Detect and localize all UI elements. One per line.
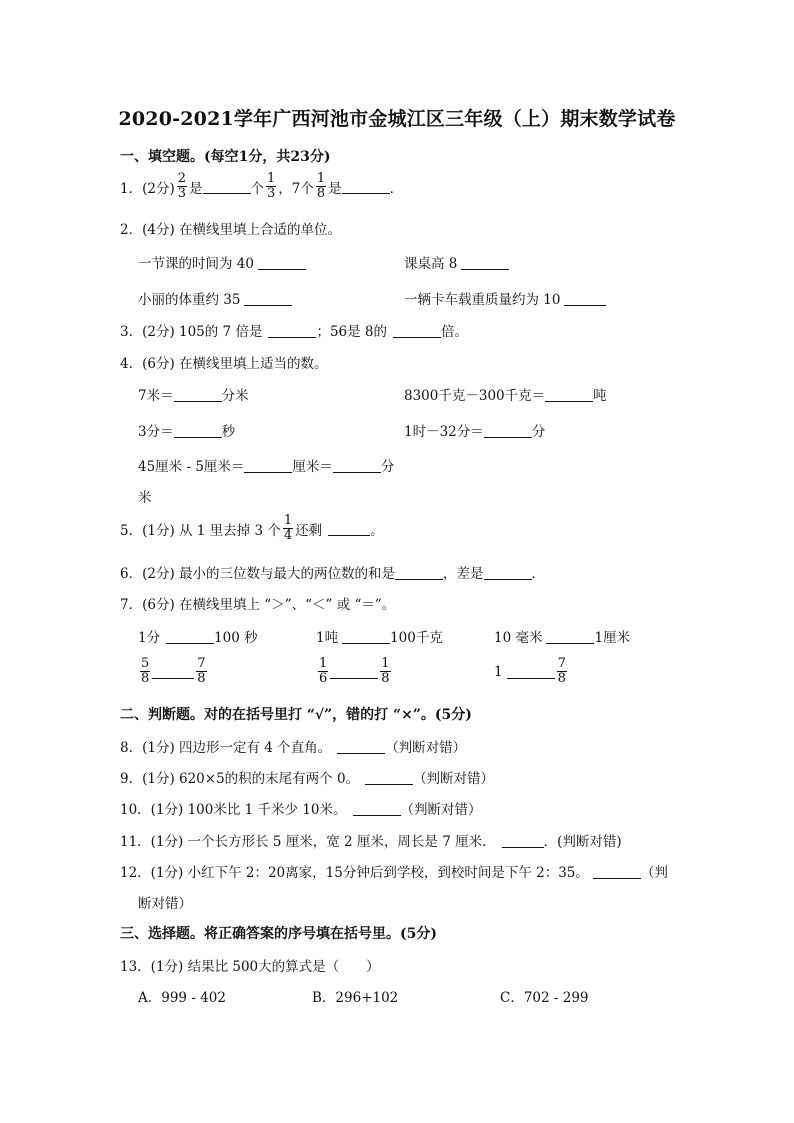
q4-item-e-wrap: 米 — [138, 490, 152, 506]
q4-text: 45厘米 - 5厘米＝ — [138, 459, 245, 475]
q1-text: 是 — [328, 180, 342, 197]
q1-prefix: 1．(2分) — [120, 180, 175, 197]
q4-text: 3分＝ — [138, 424, 174, 440]
q11-text: 11．(1分) 一个长方形长 5 厘米，宽 2 厘米，周长是 7 厘米． — [120, 834, 496, 850]
q6-text: ． — [531, 566, 546, 582]
answer-blank[interactable] — [564, 291, 606, 306]
q2-item-text: 一节课的时间为 40 — [138, 256, 254, 272]
q4-text: 吨 — [593, 388, 607, 404]
q6-text: ，差是 — [443, 566, 484, 582]
question-8 — [120, 736, 466, 756]
q7-text: 1分 — [138, 630, 161, 646]
q7-text: 100 秒 — [214, 630, 258, 646]
answer-blank[interactable] — [152, 664, 194, 679]
q2-item-text: 小丽的体重约 35 — [138, 292, 241, 308]
q12-text: （判 — [640, 865, 668, 881]
q9-text: 9．(1分) 620×5的积的末尾有两个 0。 — [120, 771, 360, 787]
question-3 — [120, 320, 468, 340]
option-b[interactable]: B．296+102 — [312, 990, 399, 1006]
q4-text: 8300千克－300千克＝ — [404, 388, 546, 404]
answer-blank[interactable] — [174, 423, 222, 438]
question-10 — [120, 798, 482, 818]
answer-blank[interactable] — [203, 179, 251, 194]
question-7: 7．(6分) 在横线里填上 “＞”、“＜” 或 “＝”。 — [120, 597, 396, 613]
fraction: $\frac{1}{8}$ — [316, 171, 326, 201]
q4-item-d — [404, 420, 545, 440]
answer-blank[interactable] — [593, 864, 641, 879]
q4-text: 1时－32分＝ — [404, 424, 484, 440]
answer-blank[interactable] — [546, 629, 594, 644]
q4-text: 分 — [380, 459, 395, 475]
q3-text: 3．(2分) 105的 7 倍是 — [120, 324, 263, 340]
q2-item-text: 课桌高 8 — [404, 256, 458, 272]
q8-text: （判断对错） — [385, 740, 467, 756]
section-heading-fill-in: 一、填空题。(每空1分，共23分) — [120, 149, 331, 165]
question-12 — [120, 861, 668, 881]
q4-text: 秒 — [221, 424, 236, 440]
fraction: $\frac{2}{3}$ — [177, 171, 186, 201]
answer-blank[interactable] — [365, 770, 413, 785]
question-2: 2．(4分) 在横线里填上合适的单位。 — [120, 222, 342, 238]
q11-text: ．(判断对错) — [543, 834, 622, 850]
q7-item-a — [138, 626, 258, 646]
question-6 — [120, 562, 545, 582]
q7-item-c — [494, 626, 630, 646]
question-1 — [120, 172, 403, 201]
question-13: 13．(1分) 结果比 500大的算式是（ ） — [120, 959, 380, 975]
q9-text: （判断对错） — [413, 771, 495, 787]
question-12-wrap: 断对错） — [138, 896, 192, 912]
answer-blank[interactable] — [545, 387, 593, 402]
q7-text: 100千克 — [390, 630, 443, 646]
q7-text: 1吨 — [316, 630, 339, 646]
question-5 — [120, 514, 384, 543]
q10-text: （判断对错） — [400, 802, 482, 818]
q5-text: 5．(1分) 从 1 里去掉 3 个 — [120, 522, 281, 539]
q4-text: 分米 — [221, 388, 249, 404]
answer-blank[interactable] — [268, 323, 316, 338]
q5-text: 。 — [370, 522, 384, 539]
q12-text: 12．(1分) 小红下午 2：20离家，15分钟后到学校，到校时间是下午 2：35。 — [120, 865, 589, 881]
q8-text: 8．(1分) 四边形一定有 4 个直角。 — [120, 740, 332, 756]
answer-blank[interactable] — [342, 179, 390, 194]
answer-blank[interactable] — [484, 565, 532, 580]
q4-item-a — [138, 384, 249, 404]
q7-item-f — [494, 657, 569, 686]
q7-item-e — [316, 657, 393, 686]
question-9 — [120, 767, 494, 787]
fraction: $\frac{5}{8}$ — [141, 656, 150, 686]
q7-item-d — [138, 657, 209, 686]
fraction: $\frac{1}{8}$ — [381, 656, 390, 686]
q2-item-text: 一辆卡车载重质量约为 10 — [404, 292, 561, 308]
q6-text: 6．(2分) 最小的三位数与最大的两位数的和是 — [120, 566, 396, 582]
q1-text: 个 — [250, 180, 264, 197]
fraction: $\frac{1}{4}$ — [283, 513, 293, 543]
answer-blank[interactable] — [502, 833, 544, 848]
answer-blank[interactable] — [342, 629, 390, 644]
fraction: $\frac{7}{8}$ — [557, 656, 566, 686]
answer-blank[interactable] — [461, 255, 509, 270]
q2-item-a — [138, 252, 306, 272]
q1-text: 是 — [189, 180, 203, 197]
option-a[interactable]: A．999 - 402 — [138, 990, 226, 1006]
q2-item-b — [404, 252, 509, 272]
q3-text: ；56是 8的 — [316, 324, 388, 340]
section-heading-judge: 二、判断题。对的在括号里打 “√”，错的打 “×”。(5分) — [120, 707, 472, 723]
q5-text: 还剩 — [295, 522, 323, 539]
q3-text: 倍。 — [441, 324, 469, 340]
answer-blank[interactable] — [333, 458, 381, 473]
page-title: 2020-2021学年广西河池市金城江区三年级（上）期末数学试卷 — [118, 108, 676, 130]
q1-text: ． — [389, 180, 404, 197]
answer-blank[interactable] — [166, 629, 214, 644]
answer-blank[interactable] — [395, 565, 443, 580]
q4-text: 分 — [531, 424, 546, 440]
q4-text: 7米＝ — [138, 388, 174, 404]
fraction: $\frac{1}{3}$ — [267, 171, 276, 201]
q4-item-b — [404, 384, 607, 404]
section-heading-choice: 三、选择题。将正确答案的序号填在括号里。(5分) — [120, 926, 437, 942]
q4-text: 厘米＝ — [292, 459, 333, 475]
answer-blank[interactable] — [353, 801, 401, 816]
fraction: $\frac{1}{6}$ — [319, 656, 328, 686]
q7-text: 1 — [494, 663, 503, 680]
q10-text: 10．(1分) 100米比 1 千米少 10米。 — [120, 802, 347, 818]
fraction: $\frac{7}{8}$ — [197, 656, 206, 686]
q7-text: 10 毫米 — [494, 630, 543, 646]
q2-item-c — [138, 288, 292, 308]
answer-blank[interactable] — [484, 423, 532, 438]
question-11 — [120, 830, 622, 850]
q2-item-d — [404, 288, 606, 308]
answer-blank[interactable] — [393, 323, 441, 338]
question-4: 4．(6分) 在横线里填上适当的数。 — [120, 356, 328, 372]
answer-blank[interactable] — [258, 255, 306, 270]
option-c[interactable]: C．702 - 299 — [500, 990, 589, 1006]
answer-blank[interactable] — [337, 739, 385, 754]
q4-item-e — [138, 455, 394, 475]
answer-blank[interactable] — [328, 521, 370, 536]
q1-text: ，7个 — [278, 180, 314, 197]
answer-blank[interactable] — [507, 664, 555, 679]
q7-text: 1厘米 — [594, 630, 631, 646]
answer-blank[interactable] — [244, 458, 292, 473]
answer-blank[interactable] — [244, 291, 292, 306]
answer-blank[interactable] — [330, 664, 378, 679]
q4-item-c — [138, 420, 235, 440]
answer-blank[interactable] — [174, 387, 222, 402]
q7-item-b — [316, 626, 443, 646]
